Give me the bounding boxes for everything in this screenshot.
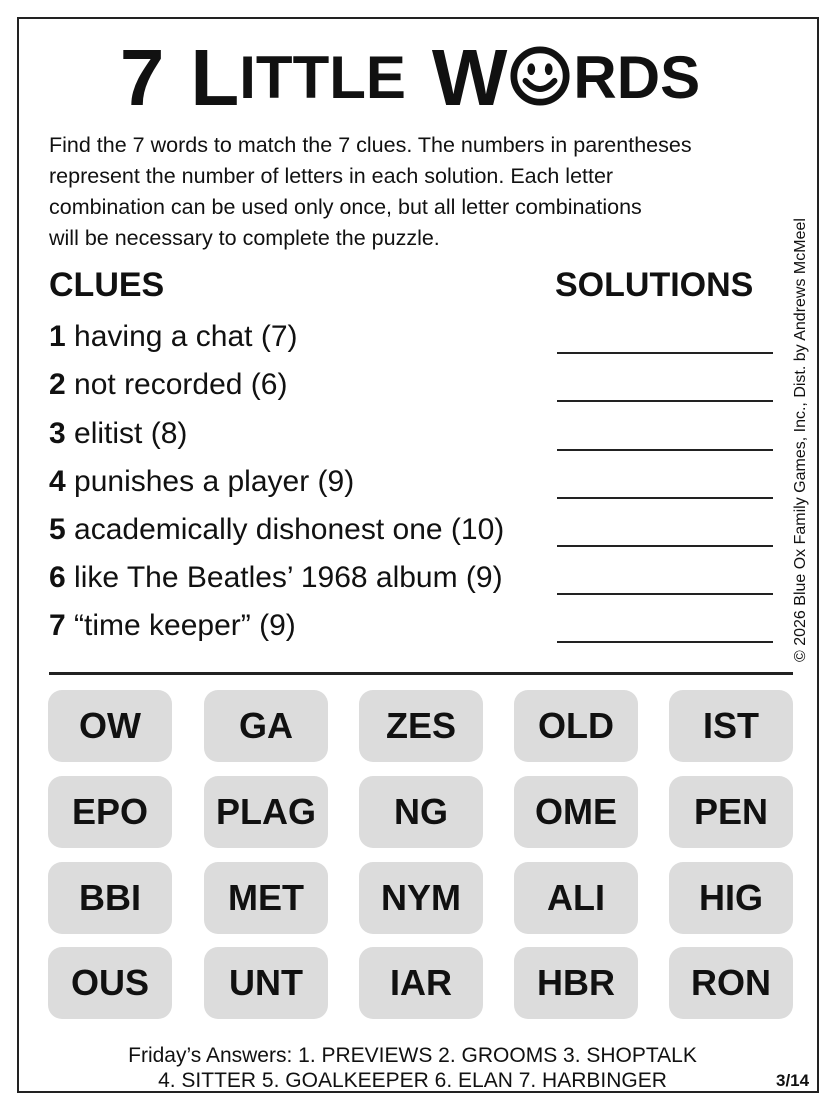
- solution-line-5[interactable]: [557, 545, 773, 547]
- answers-line: 4. SITTER 5. GOALKEEPER 6. ELAN 7. HARBINGER: [158, 1069, 667, 1092]
- clues-header: CLUES: [49, 266, 165, 304]
- instructions: [49, 130, 809, 254]
- clue-1: [49, 320, 298, 354]
- clue-number: 5: [49, 513, 66, 546]
- clue-number: 2: [49, 368, 66, 401]
- letter-tile[interactable]: HIG: [669, 862, 793, 934]
- letter-tile[interactable]: OW: [48, 690, 172, 762]
- letter-tile[interactable]: BBI: [48, 862, 172, 934]
- puzzle-title: [40, 30, 780, 125]
- letter-tile[interactable]: NG: [359, 776, 483, 848]
- clue-number: 3: [49, 417, 66, 450]
- clue-5: [49, 513, 504, 547]
- letter-tile[interactable]: NYM: [359, 862, 483, 934]
- answers-line: Friday’s Answers: 1. PREVIEWS 2. GROOMS 3. SHOPTALK: [128, 1044, 697, 1067]
- letter-tile[interactable]: IST: [669, 690, 793, 762]
- copyright-text: © 2026 Blue Ox Family Games, Inc., Dist. by Andrews McMeel: [792, 218, 809, 662]
- letter-tile[interactable]: ZES: [359, 690, 483, 762]
- letter-tile[interactable]: MET: [204, 862, 328, 934]
- solution-line-7[interactable]: [557, 641, 773, 643]
- title-initial-w: W: [431, 32, 508, 122]
- letter-tile[interactable]: HBR: [514, 947, 638, 1019]
- letter-tile[interactable]: RON: [669, 947, 793, 1019]
- divider: [49, 672, 793, 675]
- smiley-face-icon: [509, 45, 571, 107]
- solution-line-3[interactable]: [557, 449, 773, 451]
- title-number: 7: [119, 32, 165, 122]
- clue-text: elitist (8): [74, 417, 188, 450]
- instructions-line: combination can be used only once, but all letter combinations: [49, 195, 642, 219]
- clue-3: [49, 417, 187, 451]
- instructions-line: represent the number of letters in each solution. Each letter: [49, 164, 614, 188]
- solution-line-2[interactable]: [557, 400, 773, 402]
- clue-7: [49, 609, 296, 643]
- clue-6: [49, 561, 503, 595]
- title-rest-words: RDS: [573, 44, 701, 111]
- letter-tile[interactable]: OUS: [48, 947, 172, 1019]
- instructions-line: Find the 7 words to match the 7 clues. The numbers in parentheses: [49, 133, 692, 157]
- title-rest-little: ITTLE: [239, 44, 406, 111]
- letter-tile[interactable]: OME: [514, 776, 638, 848]
- clue-number: 6: [49, 561, 66, 594]
- letter-tile[interactable]: ALI: [514, 862, 638, 934]
- solution-line-1[interactable]: [557, 352, 773, 354]
- title-initial-l: L: [190, 32, 240, 122]
- clue-number: 1: [49, 320, 66, 353]
- solutions-header: SOLUTIONS: [555, 266, 754, 304]
- clue-text: punishes a player (9): [74, 465, 355, 498]
- clue-2: [49, 368, 287, 402]
- letter-tile[interactable]: EPO: [48, 776, 172, 848]
- clue-text: having a chat (7): [74, 320, 298, 353]
- clue-4: [49, 465, 354, 499]
- instructions-line: will be necessary to complete the puzzle.: [49, 226, 440, 250]
- previous-answers: [40, 1043, 785, 1093]
- clue-number: 7: [49, 609, 66, 642]
- letter-tile[interactable]: IAR: [359, 947, 483, 1019]
- clue-text: not recorded (6): [74, 368, 288, 401]
- clue-text: like The Beatles’ 1968 album (9): [74, 561, 503, 594]
- puzzle-date: 3/14: [776, 1071, 810, 1090]
- letter-tile[interactable]: PEN: [669, 776, 793, 848]
- solution-line-6[interactable]: [557, 593, 773, 595]
- clue-number: 4: [49, 465, 66, 498]
- solution-line-4[interactable]: [557, 497, 773, 499]
- letter-tile[interactable]: GA: [204, 690, 328, 762]
- letter-tile[interactable]: OLD: [514, 690, 638, 762]
- letter-tile[interactable]: UNT: [204, 947, 328, 1019]
- letter-tile[interactable]: PLAG: [204, 776, 328, 848]
- clue-text: “time keeper” (9): [74, 609, 296, 642]
- clue-text: academically dishonest one (10): [74, 513, 505, 546]
